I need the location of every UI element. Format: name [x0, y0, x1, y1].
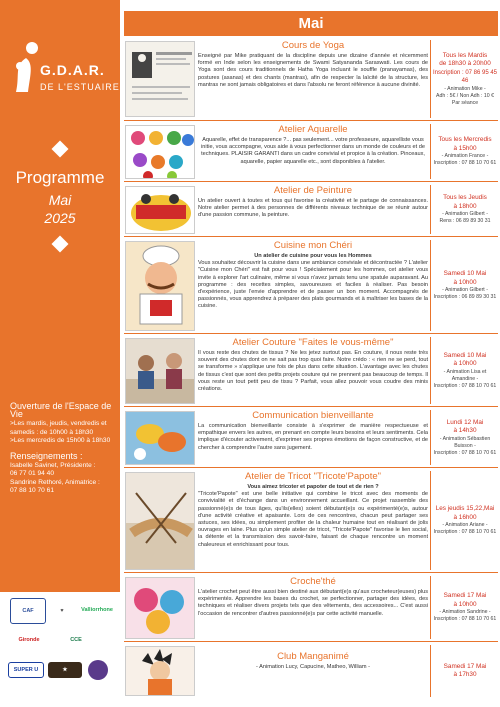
- cce-logo: CCE: [70, 637, 82, 643]
- event-description: [198, 185, 428, 220]
- event-description: [198, 471, 428, 549]
- schedule-time: à 18h00: [453, 202, 477, 210]
- event-subtitle: Un atelier de cuisine pour vous les Hommes: [254, 253, 372, 259]
- valliorrhone-logo: Valliorrhone: [81, 607, 113, 613]
- schedule-day: Samedi 17 Mai: [443, 662, 487, 670]
- event-row: [124, 643, 498, 699]
- schedule-detail: - Animation France -: [441, 153, 489, 159]
- event-schedule: [432, 122, 498, 181]
- info-line: 06 77 01 94 40: [10, 470, 54, 478]
- event-schedule: [432, 469, 498, 572]
- schedule-detail: Inscription : 06 89 89 30 31: [433, 294, 497, 300]
- schedule-detail: Par séance: [451, 99, 479, 106]
- event-body: Enseigné par Mike pratiquant de la discipline depuis une dizaine d'année et récemment formé en Inde selon les enseignements de Swami Satyananda Saraswati. Les cours de Yoga sont des cours traditionnels de Hatha Yoga incluant le souffle (pranayamas), des postures (asanas) et des chants (mantras), afin de respecter la laïcité de la structure, les mantras ne sont jamais obligatoires et dans l'absolu ne feront référence à aucune divinité.: [198, 53, 428, 88]
- program-month: Mai: [48, 192, 72, 208]
- event-body: Vous souhaitez découvrir la cuisine dans une ambiance conviviale et décontractée ? L'atelier "Cuisine mon Chéri" est fait pour vous ! Spécialement pour les hommes, cet atelier vous invite à explorer l'art culinaire, même si vous n'avez jamais tenu une spatule auparavant. Au programme : des recettes simples, savoureuses et faciles à réaliser. Pas besoin d'expérience, juste l'envie d'apprendre et de passer un bon moment. Accompagnés de passionnés, vous apprendrez à préparer des plats gourmands et à maîtriser les bases de la cuisine.: [198, 260, 428, 310]
- sidebar: [0, 0, 120, 707]
- partner-logo: [88, 660, 108, 680]
- info-line: Isabelle Savinet, Présidente :: [10, 462, 96, 470]
- event-description: [198, 651, 428, 671]
- schedule-detail: Inscription : 07 88 10 70 61: [433, 160, 497, 166]
- event-title: Cuisine mon Chéri: [273, 240, 353, 251]
- info-line: Sandrine Rethoré, Animatrice :: [10, 478, 100, 486]
- info-contact: [10, 452, 116, 495]
- event-body: La communication bienveillante consiste à s'exprimer de manière respectueuse et empathique envers les autres, en prenant en compte leurs besoins et leurs sentiments. Cela implique d'écouter activement, d'exprimer ses propres émotions de façon constructive, et de chercher à comprendre l'autre sans jugement.: [198, 423, 428, 451]
- info-line: 07 88 10 70 61: [10, 486, 54, 494]
- opening-line: >Les mardis, jeudis, vendredis et samedis : de 10h00 à 18h30: [10, 420, 107, 436]
- schedule-time: à 10h00: [453, 278, 477, 286]
- atelier-image: [125, 186, 195, 234]
- schedule-detail: Inscription : 07 88 10 70 61: [433, 382, 497, 389]
- event-schedule: [432, 183, 498, 236]
- schedule-detail: Inscription : 07 88 10 70 61: [433, 616, 497, 622]
- event-schedule: [432, 408, 498, 467]
- logo-name: G.D.A.R.: [40, 62, 105, 78]
- event-row: [124, 238, 498, 334]
- program-year: 2025: [44, 210, 76, 226]
- schedule-day: Tous les Mercredis: [438, 136, 492, 143]
- opening-line: >Les mercredis de 15h00 à 18h30: [10, 436, 111, 444]
- divider: [430, 124, 431, 179]
- event-schedule: [432, 643, 498, 699]
- schedule-detail: Adh : 5€ / Non Adh : 10 €: [436, 92, 494, 99]
- schedule-detail: Rens : 06 89 89 30 31: [439, 218, 491, 224]
- program-title: Programme: [15, 168, 105, 187]
- event-body: "Tricote'Papote" est une belle initiative qui combine le tricot avec des moments de convivialité et d'échange dans un environnement accueillant. Ce projet rassemble des passionné(e)s de tous âges, qu'ils(elles) soient débutant(e)s ou expérimenté(e)s, autour d'une activité créative et apaisante. Lors de ces rencontres, chacun peut partager ses astuces, ses idées, ou simplement profiter de la chaleur humaine tout en réalisant de jolis ouvrages en laine. Plus qu'un simple atelier de tricot, "Tricote'Papote" favorise le lien social, la détente et la transmission des savoir-faire, faisant de chaque rencontre un moment chaleureux et enrichissant pour tous.: [198, 491, 428, 548]
- divider: [430, 471, 431, 570]
- schedule-time: à 15h00: [453, 144, 477, 152]
- yoga-image: [125, 41, 195, 117]
- chef-image: [125, 241, 195, 331]
- event-title: Atelier Aquarelle: [278, 124, 348, 135]
- schedule-day: Tous les Mardis: [442, 51, 488, 59]
- divider: [430, 337, 431, 404]
- event-title: Atelier de Peinture: [273, 185, 353, 196]
- divider: [430, 40, 431, 118]
- event-title: Club Manganimé: [277, 651, 349, 662]
- gironde-logo: Gironde: [18, 637, 40, 643]
- divider: [430, 645, 431, 697]
- crochet-image: [125, 577, 195, 639]
- event-schedule: [432, 238, 498, 333]
- event-body: Un atelier ouvert à toutes et tous qui favorise la créativité et le partage de connaissances. Notre atelier permet à des personnes de différents niveaux technique de se réunir autour d'une passion commune, la peinture.: [198, 198, 428, 219]
- schedule-day: Lundi 12 Mai: [446, 418, 484, 426]
- schedule-day: Samedi 10 Mai: [443, 270, 487, 277]
- family-logo: ♥: [60, 608, 64, 614]
- event-title: Atelier Couture "Faites le vous-même": [232, 337, 394, 348]
- schedule-day: Les jeudis 15,22,Mai: [435, 505, 495, 512]
- gdar-logo: [12, 40, 120, 110]
- event-row: [124, 122, 498, 182]
- divider: [430, 410, 431, 465]
- super-u-logo: SUPER U: [8, 662, 44, 678]
- divider: [430, 240, 431, 331]
- partner-logos: [0, 592, 120, 707]
- schedule-day: Tous les Jeudis: [443, 194, 487, 201]
- event-row: [124, 469, 498, 573]
- event-schedule: [432, 335, 498, 406]
- event-row: [124, 38, 498, 121]
- event-body: L'atelier crochet peut être aussi bien destiné aux débutant(e)s qu'aux crocheteur(euses) plus expérimentés. Apprendre les bases du crochet, se perfectionner, partager des idées, des techniques et réaliser divers projets tels que des vêtements, des accessoires... C'est aussi l'occasion de rencontrer d'autres passionné(e)s par cette activité manuelle.: [198, 589, 428, 617]
- schedule-day: Samedi 10 Mai: [443, 351, 487, 359]
- event-description: [198, 410, 428, 452]
- schedule-time: à 16h00: [453, 513, 477, 521]
- event-row: [124, 408, 498, 468]
- event-title: Communication bienveillante: [252, 410, 374, 421]
- schedule-detail: - Animation Sébastien Buisson -: [439, 435, 491, 449]
- event-schedule: [432, 574, 498, 641]
- communication-image: [125, 411, 195, 465]
- event-subtitle: Vous aimez tricoter et papoter de tout et de rien ?: [247, 484, 379, 490]
- schedule-detail: - Animation Mike -: [444, 85, 486, 92]
- schedule-day: Samedi 17 Mai: [443, 592, 487, 599]
- event-body: - Animation Lucy, Capucine, Matheo, William -: [256, 664, 370, 670]
- info-heading: Renseignements :: [10, 451, 83, 461]
- event-row: [124, 183, 498, 237]
- schedule-time: à 14h30: [453, 427, 477, 434]
- schedule-time: à 17h30: [453, 671, 477, 678]
- schedule-detail: Inscription : 07 88 10 70 61: [433, 529, 497, 535]
- opening-hours: [10, 402, 116, 445]
- schedule-detail: - Animation Lisa et Amandine -: [443, 368, 487, 382]
- event-description: [198, 40, 428, 89]
- page-header: Mai: [124, 11, 498, 36]
- schedule-detail: - Animation Gilbert -: [442, 211, 488, 217]
- event-description: [198, 240, 428, 311]
- sewing-image: [125, 338, 195, 404]
- divider: [430, 576, 431, 639]
- schedule-detail: - Animation Ariane -: [442, 522, 488, 528]
- schedule-time: de 18h30 à 20h00: [439, 60, 491, 67]
- event-description: [198, 337, 428, 393]
- manga-image: [125, 646, 195, 696]
- watercolor-image: [125, 125, 195, 179]
- schedule-detail: - Animation Sandrine -: [439, 609, 491, 615]
- schedule-time: à 10h00: [453, 600, 477, 608]
- event-schedule: [432, 38, 498, 120]
- event-description: [198, 124, 428, 166]
- partner-logo: ★: [48, 662, 82, 678]
- logo-sub: DE L'ESTUAIRE: [40, 82, 120, 92]
- event-body: Il vous reste des chutes de tissus ? Ne les jetez surtout pas. En couture, il nous reste très souvent des chutes dont on ne sait pas trop quoi faire. Notre crédo : « rien ne se perd, tout se transforme » s'applique une fois de plus dans cette situation. L'avantage avec les chutes de tissus c'est que sont des petits projets couture qui ne prennent pas beaucoup de temps. Il vous reste un tout petit peu de tissu ? Parfait, vous allez pouvoir vous coudre des minis créations.: [198, 350, 428, 393]
- schedule-detail: - Animation Gilbert -: [442, 287, 488, 293]
- event-row: [124, 335, 498, 407]
- opening-heading: Ouverture de l'Espace de Vie: [10, 401, 112, 420]
- schedule-detail: Inscription : 07 88 10 70 61: [433, 449, 497, 456]
- event-title: Cours de Yoga: [281, 40, 345, 51]
- event-row: [124, 574, 498, 642]
- figures-icon: [12, 40, 38, 100]
- divider: [430, 185, 431, 234]
- caf-logo: CAF: [10, 598, 46, 624]
- schedule-phone: Inscription : 07 86 95 45 46: [432, 69, 498, 84]
- event-body: Aquarelle, effet de transparence ?... pas seulement... votre professeure, aquarelliste vous initie, vous accompagne, vous aide à vous perfectionner dans un monde de couleurs et de techniques. PLAISIR GARANTI dans un cadre convivial et propice à la création. Pinceaux, aquarelle, papier aquarelle etc., sont disponibles à l'atelier.: [201, 137, 425, 165]
- event-description: [198, 576, 428, 618]
- event-title: Croche'thé: [290, 576, 336, 587]
- schedule-time: à 10h00: [453, 360, 477, 367]
- diamond-icon: [52, 141, 69, 158]
- event-title: Atelier de Tricot "Tricote'Papote": [245, 471, 381, 482]
- diamond-icon: [52, 236, 69, 253]
- knitting-image: [125, 472, 195, 570]
